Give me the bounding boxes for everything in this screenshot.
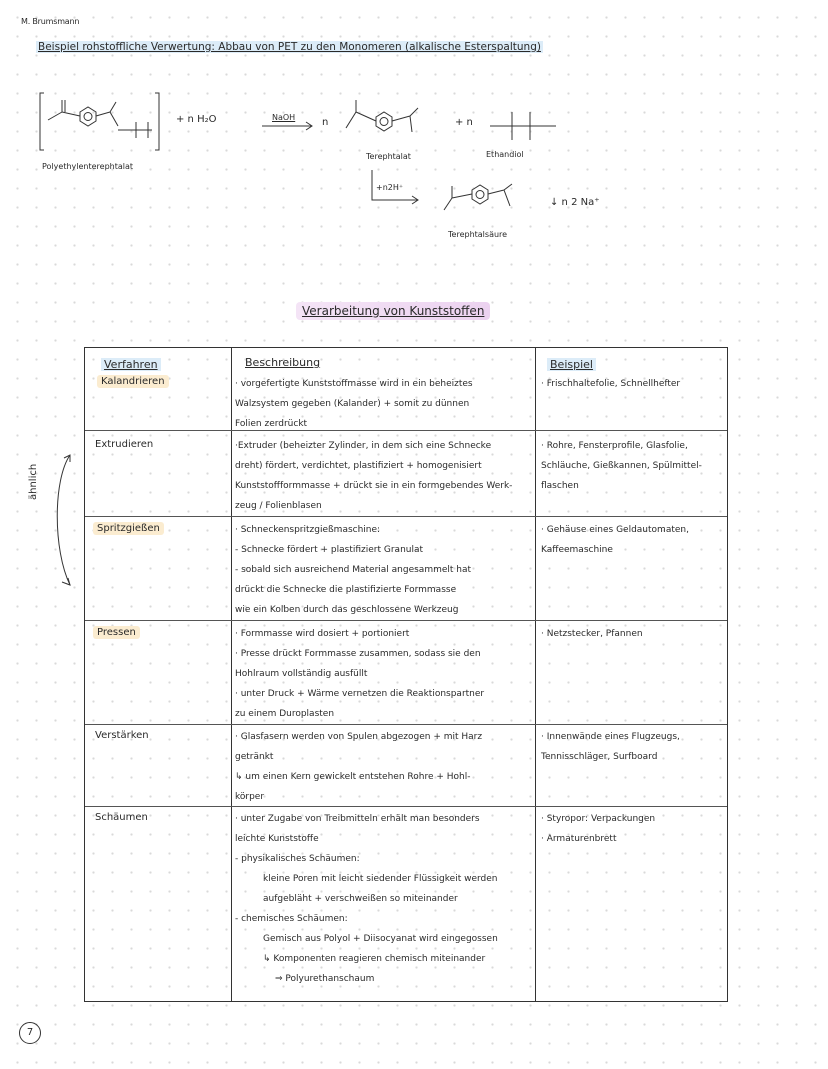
ethandiol-label: Ethandiol: [486, 150, 524, 159]
row-divider: [85, 724, 727, 725]
section-title: Verarbeitung von Kunststoffen: [296, 302, 490, 320]
process-name: Schäumen: [95, 812, 148, 823]
coef-n: n: [322, 117, 329, 128]
header-verfahren: Verfahren: [101, 358, 161, 371]
plus-ethandiol: + n: [455, 117, 473, 128]
similarity-arrow-icon: [48, 450, 78, 590]
process-description: · unter Zugabe von Treibmitteln erhält man besonders leichte Kunststoffe - physikalisches Schäumen: kleine Poren mit leicht siedender Flüssigkeit werden aufgebläht + verschweißen so miteinander - chemisches Schäumen: Gemisch aus Polyol + Diisocyanat wird eingegossen ↳ Komponenten reagieren chemisch miteinander ⇒ Polyurethanschaum: [235, 814, 498, 984]
header-beispiel: Beispiel: [547, 358, 596, 371]
row-divider: [85, 516, 727, 517]
processing-table: [84, 347, 728, 1002]
header-beschreibung: Beschreibung: [245, 356, 321, 369]
process-name: Spritzgießen: [93, 522, 164, 535]
row-divider: [85, 620, 727, 621]
process-description: · vorgefertigte Kunststoffmasse wird in ein beheiztes Walzsystem gegeben (Kalander) + somit zu dünnen Folien zerdrückt: [235, 379, 473, 429]
process-name: Kalandrieren: [97, 375, 169, 388]
process-description: ·Extruder (beheizter Zylinder, in dem sich eine Schnecke dreht) fördert, verdichtet, plastifiziert + homogenisiert Kunststoffformmasse + drückt sie in ein formgebendes Werk- zeug / Folienblasen: [235, 441, 513, 511]
terephtalat-label: Terephtalat: [366, 152, 411, 161]
process-example: · Netzstecker, Pfannen: [541, 629, 643, 639]
col-divider: [231, 348, 232, 1001]
reagent-naoh: NaOH: [272, 113, 296, 122]
side-note: ähnlich: [28, 463, 39, 500]
process-name: Verstärken: [95, 730, 149, 741]
page-number: 7: [19, 1022, 41, 1044]
process-description: · Formmasse wird dosiert + portioniert · Presse drückt Formmasse zusammen, sodass sie den Hohlraum vollständig ausfüllt · unter Druck + Wärme vernetzen die Reaktionspartner zu einem Duroplasten: [235, 629, 485, 719]
process-name: Pressen: [93, 626, 140, 639]
pet-label: Polyethylenterephtalat: [42, 162, 134, 171]
acid-reagent: +n2H⁺: [376, 183, 404, 192]
process-description: · Glasfasern werden von Spulen abgezogen + mit Harz getränkt ↳ um einen Kern gewickelt entstehen Rohre + Hohl- körper: [235, 732, 483, 802]
process-example: · Rohre, Fensterprofile, Glasfolie, Schläuche, Gießkannen, Spülmittel- flaschen: [541, 441, 702, 491]
sodium-out: ↓ n 2 Na⁺: [550, 197, 600, 208]
process-example: · Styropor: Verpackungen · Armaturenbrett: [541, 814, 656, 844]
plus-water: + n H₂O: [176, 114, 217, 125]
terephtalsaeure-label: Terephtalsäure: [448, 230, 508, 239]
reaction-scheme: [0, 0, 828, 260]
process-name: Extrudieren: [95, 439, 154, 450]
author-name: M. Brumsmann: [21, 17, 80, 26]
process-description: · Schneckenspritzgießmaschine: - Schnecke fördert + plastifiziert Granulat - sobald sich ausreichend Material angesammelt hat drückt die Schnecke die plastifizierte Formmasse wie ein Kolben durch das geschlossene Werkzeug: [235, 525, 472, 615]
process-example: · Gehäuse eines Geldautomaten, Kaffeemaschine: [541, 525, 689, 555]
topic-text: Beispiel rohstoffliche Verwertung: Abbau von PET zu den Monomeren (alkalische Esterspaltung): [38, 41, 541, 53]
process-example: · Innenwände eines Flugzeugs, Tennisschläger, Surfboard: [541, 732, 680, 762]
col-divider: [535, 348, 536, 1001]
process-example: · Frischhaltefolie, Schnellhefter: [541, 379, 681, 389]
